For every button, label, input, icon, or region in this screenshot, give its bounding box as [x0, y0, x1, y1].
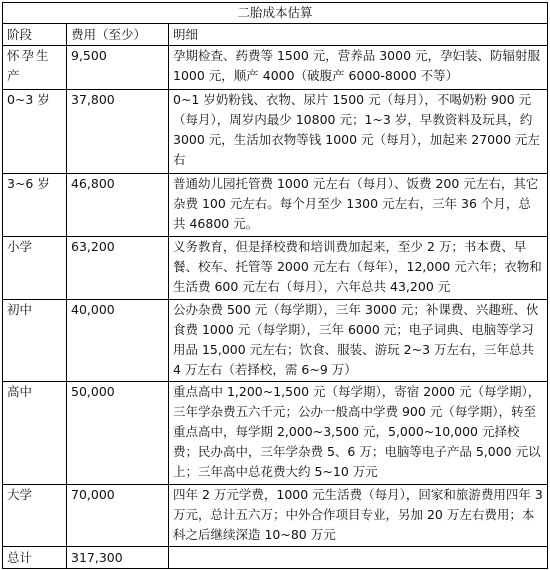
header-stage: 阶段 [3, 24, 67, 46]
title-row [3, 3, 548, 24]
cost-cell: 40,000 [67, 300, 169, 382]
table-row [3, 237, 548, 300]
stage-cell: 总计 [3, 547, 67, 569]
detail-cell: 重点高中 1,200~1,500 元（每学期），寄宿 2000 元（每学期），三年学杂费五六千元；公办一般高中学费 900 元（每学期），转至重点高中，每学期 2,000~3,500 元，5,000~10,000 元择校费；民办高中，三年学杂费 5、6 万；电脑等电子产品 5,000 元以上；三年高中总花费大约 5~10 万元 [169, 382, 548, 485]
header-row [3, 24, 548, 46]
cost-cell: 9,500 [67, 46, 169, 90]
cost-cell: 37,800 [67, 90, 169, 174]
detail-cell: 普通幼儿园托管费 1000 元左右（每月）、饭费 200 元左右，其它杂费 100 元左右。每个月至少 1300 元左右，三年 36 个月，总共 46800 元。 [169, 174, 548, 237]
detail-cell [169, 547, 548, 569]
detail-cell: 0~1 岁奶粉钱、衣物、尿片 1500 元（每月），不喝奶粉 900 元（每月），周岁内最少 10800 元；1~3 岁，早教资料及玩具，约 3000 元，生活加衣物等钱 1000 元（每月），加起来 27000 元左右 [169, 90, 548, 174]
table-row [3, 382, 548, 485]
cost-cell: 46,800 [67, 174, 169, 237]
table-row [3, 300, 548, 382]
header-cost: 费用（至少） [67, 24, 169, 46]
table-row [3, 174, 548, 237]
table-title: 二胎成本估算 [3, 3, 548, 24]
stage-cell: 0~3 岁 [3, 90, 67, 174]
stage-cell: 大学 [3, 485, 67, 547]
cost-cell: 63,200 [67, 237, 169, 300]
cost-cell: 70,000 [67, 485, 169, 547]
detail-cell: 公办杂费 500 元（每学期），三年 3000 元；补课费、兴趣班、伙食费 1000 元（每学期），三年 6000 元；电子词典、电脑等学习用品 15,000 元左右；饮食、服装、游玩 2~3 万左右，三年总共 4 万左右（若择校，需 6~9 万） [169, 300, 548, 382]
total-row [3, 547, 548, 569]
stage-cell: 怀孕生产 [3, 46, 67, 90]
detail-cell: 孕期检查、药费等 1500 元，营养品 3000 元，孕妇装、防辐射服 1000 元，顺产 4000（破腹产 6000-8000 不等） [169, 46, 548, 90]
table-row [3, 90, 548, 174]
cost-estimate-table [2, 2, 548, 569]
stage-cell: 初中 [3, 300, 67, 382]
header-detail: 明细 [169, 24, 548, 46]
stage-cell: 3~6 岁 [3, 174, 67, 237]
stage-cell: 高中 [3, 382, 67, 485]
stage-cell: 小学 [3, 237, 67, 300]
detail-cell: 四年 2 万元学费，1000 元生活费（每月），回家和旅游费用四年 3 万元，总计五六万；中外合作项目专业，另加 20 万左右费用；本科之后继续深造 10~80 万元 [169, 485, 548, 547]
table-row [3, 46, 548, 90]
cost-cell: 50,000 [67, 382, 169, 485]
detail-cell: 义务教育，但是择校费和培训费加起来，至少 2 万；书本费、早餐、校车、托管等 2000 元左右（每年），12,000 元六年；衣物和生活费 600 元左右（每月），六年总共 43,200 元 [169, 237, 548, 300]
cost-estimate-sheet [2, 2, 548, 566]
cost-cell: 317,300 [67, 547, 169, 569]
table-row [3, 485, 548, 547]
